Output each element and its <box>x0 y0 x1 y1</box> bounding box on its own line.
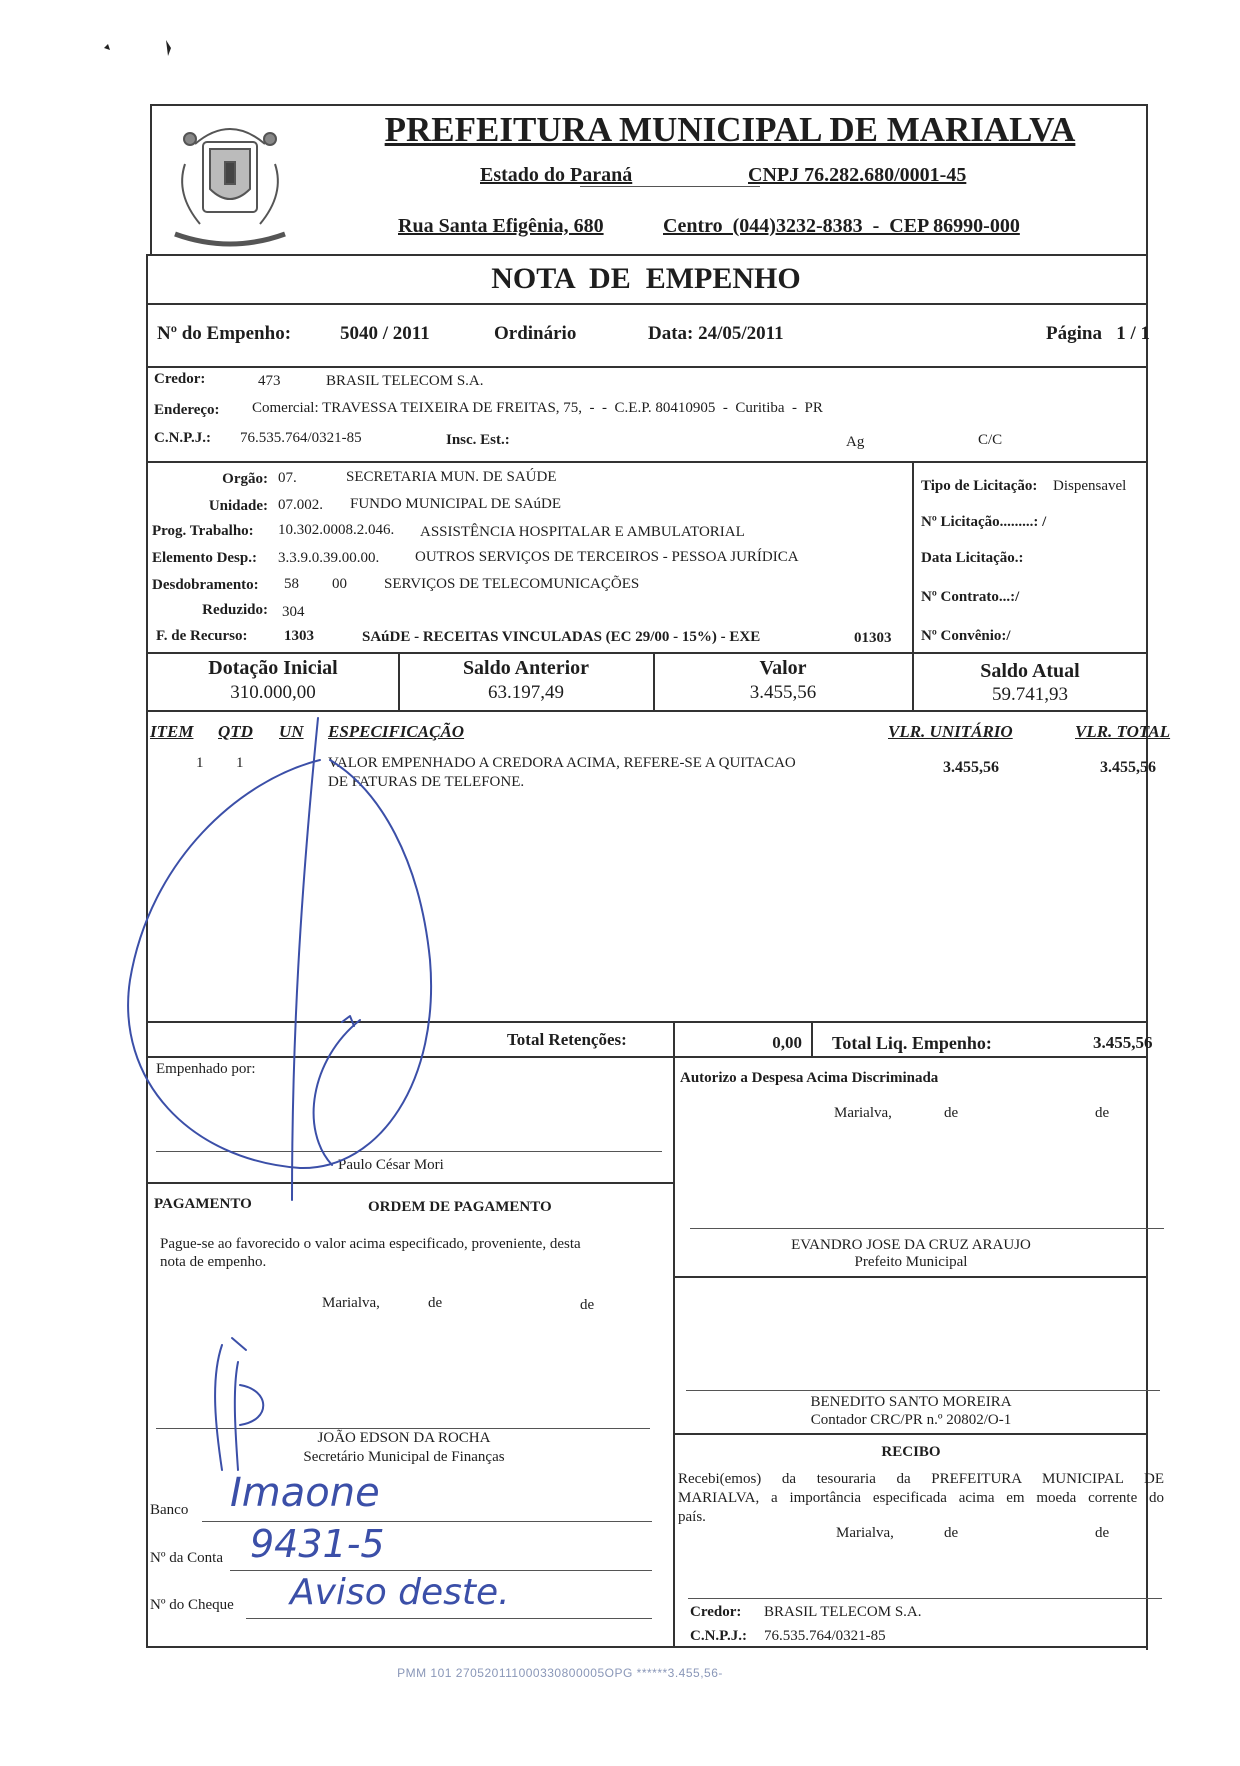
header-street: Rua Santa Efigênia, 680 <box>398 215 604 237</box>
cheque-label: Nº do Cheque <box>150 1597 234 1613</box>
licitacao-date-label: Data Licitação.: <box>921 550 1024 566</box>
dotacao-value: 310.000,00 <box>230 682 316 703</box>
recibo-de1: de <box>944 1525 959 1541</box>
retencoes-label: Total Retenções: <box>507 1030 627 1049</box>
col-item: ITEM <box>150 722 194 741</box>
recibo-line3: país. <box>678 1509 706 1525</box>
row-total-value: 3.455,56 <box>1100 759 1156 776</box>
row-unit-value: 3.455,56 <box>943 759 999 776</box>
row-qtd: 1 <box>236 755 244 771</box>
liq-value: 3.455,56 <box>1093 1033 1153 1052</box>
col-total: VLR. TOTAL <box>1075 722 1171 741</box>
liq-label: Total Liq. Empenho: <box>832 1033 992 1053</box>
licitacao-type-label: Tipo de Licitação: <box>921 478 1038 494</box>
autorizo-de2: de <box>1095 1105 1110 1121</box>
saldo-atual-label: Saldo Atual <box>980 660 1080 682</box>
header-cnpj: CNPJ 76.282.680/0001-45 <box>748 164 967 186</box>
empenho-page: Página 1 / 1 <box>1046 323 1150 344</box>
scan-marks-icon <box>100 38 190 68</box>
empenhado-label: Empenhado por: <box>156 1061 256 1077</box>
row-spec-line2: DE FATURAS DE TELEFONE. <box>328 774 525 790</box>
contador-name: BENEDITO SANTO MOREIRA <box>810 1394 1012 1410</box>
row-item: 1 <box>196 755 204 771</box>
ag-label: Ag <box>846 434 865 450</box>
reduzido-label: Reduzido: <box>202 602 268 618</box>
prog-name: ASSISTÊNCIA HOSPITALAR E AMBULATORIAL <box>420 524 745 540</box>
recibo-de2: de <box>1095 1525 1110 1541</box>
header-district: Centro (044)3232-8383 - CEP 86990-000 <box>663 215 1020 237</box>
orgao-label: Orgão: <box>222 471 268 487</box>
prog-label: Prog. Trabalho: <box>152 523 254 539</box>
recibo-credor-label: Credor: <box>690 1604 742 1620</box>
pagamento-text2: nota de empenho. <box>160 1254 267 1270</box>
recibo-credor-value: BRASIL TELECOM S.A. <box>764 1604 922 1620</box>
elem-code: 3.3.9.0.39.00.00. <box>278 550 380 566</box>
recibo-title: RECIBO <box>881 1444 941 1460</box>
col-spec: ESPECIFICAÇÃO <box>328 722 465 741</box>
cheque-value: Aviso deste. <box>290 1572 510 1613</box>
ordem-label: ORDEM DE PAGAMENTO <box>368 1199 552 1215</box>
address-label: Endereço: <box>154 402 220 418</box>
pagamento-text1: Pague-se ao favorecido o valor acima especificado, proveniente, desta <box>160 1236 581 1252</box>
recibo-cnpj-value: 76.535.764/0321-85 <box>764 1628 886 1644</box>
licitacao-number-label: Nº Licitação.........: / <box>921 514 1047 530</box>
orgao-code: 07. <box>278 470 297 486</box>
unidade-name: FUNDO MUNICIPAL DE SAúDE <box>350 496 561 512</box>
empenho-date: Data: 24/05/2011 <box>648 323 784 344</box>
banco-value: Imaone <box>230 1470 380 1516</box>
saldo-atual-value: 59.741,93 <box>992 684 1068 705</box>
credor-code: 473 <box>258 373 281 389</box>
dotacao-label: Dotação Inicial <box>208 657 338 679</box>
desd-name: SERVIÇOS DE TELECOMUNICAÇÕES <box>384 576 640 592</box>
conta-label: Nº da Conta <box>150 1550 223 1566</box>
insc-label: Insc. Est.: <box>446 432 510 448</box>
convenio-label: Nº Convênio:/ <box>921 628 1011 644</box>
col-un: UN <box>279 722 304 741</box>
doc-title: NOTA DE EMPENHO <box>491 262 801 295</box>
footer-stamp: PMM 101 270520111000330800005OPG ******3.455,56- <box>397 1666 723 1680</box>
prefeito-role: Prefeito Municipal <box>854 1254 968 1270</box>
recurso-num: 01303 <box>854 630 892 646</box>
autorizo-de1: de <box>944 1105 959 1121</box>
pagamento-de1: de <box>428 1295 443 1311</box>
credor-label: Credor: <box>154 371 206 387</box>
desd-code: 58 <box>284 576 299 592</box>
retencoes-value: 0,00 <box>772 1033 802 1052</box>
credor-cnpj: 76.535.764/0321-85 <box>240 430 362 446</box>
pagamento-label: PAGAMENTO <box>154 1196 252 1212</box>
empenho-type: Ordinário <box>494 323 577 344</box>
saldo-anterior-value: 63.197,49 <box>488 682 564 703</box>
recurso-code: 1303 <box>284 628 314 644</box>
credor-cnpj-label: C.N.P.J.: <box>154 430 211 446</box>
autorizo-place: Marialva, <box>834 1105 892 1121</box>
recibo-cnpj-label: C.N.P.J.: <box>690 1628 747 1644</box>
desd-label: Desdobramento: <box>152 577 259 593</box>
pagamento-de2: de <box>580 1297 595 1313</box>
reduzido-code: 304 <box>282 604 305 620</box>
recurso-name: SAúDE - RECEITAS VINCULADAS (EC 29/00 - 15%) - EXE <box>362 629 761 645</box>
empenho-number: 5040 / 2011 <box>340 323 430 344</box>
secretario-name: JOÃO EDSON DA ROCHA <box>317 1430 491 1446</box>
header-title: PREFEITURA MUNICIPAL DE MARIALVA <box>384 110 1076 149</box>
licitacao-type-value: Dispensavel <box>1053 478 1127 494</box>
prog-code: 10.302.0008.2.046. <box>278 522 395 538</box>
banco-label: Banco <box>150 1502 189 1518</box>
elem-label: Elemento Desp.: <box>152 550 257 566</box>
credor-address: Comercial: TRAVESSA TEIXEIRA DE FREITAS, 75, - - C.E.P. 80410905 - Curitiba - PR <box>252 400 823 416</box>
contador-role: Contador CRC/PR n.º 20802/O-1 <box>810 1412 1012 1428</box>
elem-name: OUTROS SERVIÇOS DE TERCEIROS - PESSOA JURÍDICA <box>415 549 799 565</box>
recibo-place: Marialva, <box>836 1525 894 1541</box>
unidade-code: 07.002. <box>278 497 323 513</box>
empenhado-name: Paulo César Mori <box>338 1157 444 1173</box>
empenho-number-label: Nº do Empenho: <box>157 323 292 344</box>
conta-value: 9431-5 <box>250 1522 385 1566</box>
desd-sub: 00 <box>332 576 347 592</box>
cc-label: C/C <box>978 432 1003 448</box>
unidade-label: Unidade: <box>208 498 268 514</box>
valor-label: Valor <box>759 657 807 679</box>
autorizo-title: Autorizo a Despesa Acima Discriminada <box>680 1070 939 1086</box>
orgao-name: SECRETARIA MUN. DE SAÚDE <box>346 469 557 485</box>
contrato-label: Nº Contrato...:/ <box>921 589 1020 605</box>
recibo-line1: Recebi(emos) da tesouraria da PREFEITURA MUNICIPAL DE <box>678 1471 1164 1487</box>
header-state: Estado do Paraná <box>480 164 633 186</box>
pagamento-place: Marialva, <box>322 1295 380 1311</box>
col-unit: VLR. UNITÁRIO <box>888 722 1013 741</box>
credor-name: BRASIL TELECOM S.A. <box>326 373 484 389</box>
valor-value: 3.455,56 <box>749 682 817 703</box>
saldo-anterior-label: Saldo Anterior <box>462 657 590 679</box>
col-qtd: QTD <box>218 722 253 741</box>
recibo-line2: MARIALVA, a importância especificada acima em moeda corrente do <box>678 1490 1164 1506</box>
prefeito-name: EVANDRO JOSE DA CRUZ ARAUJO <box>791 1237 1031 1253</box>
row-spec-line1: VALOR EMPENHADO A CREDORA ACIMA, REFERE-SE A QUITACAO <box>328 755 796 771</box>
secretario-role: Secretário Municipal de Finanças <box>303 1449 505 1465</box>
recurso-label: F. de Recurso: <box>156 628 248 644</box>
